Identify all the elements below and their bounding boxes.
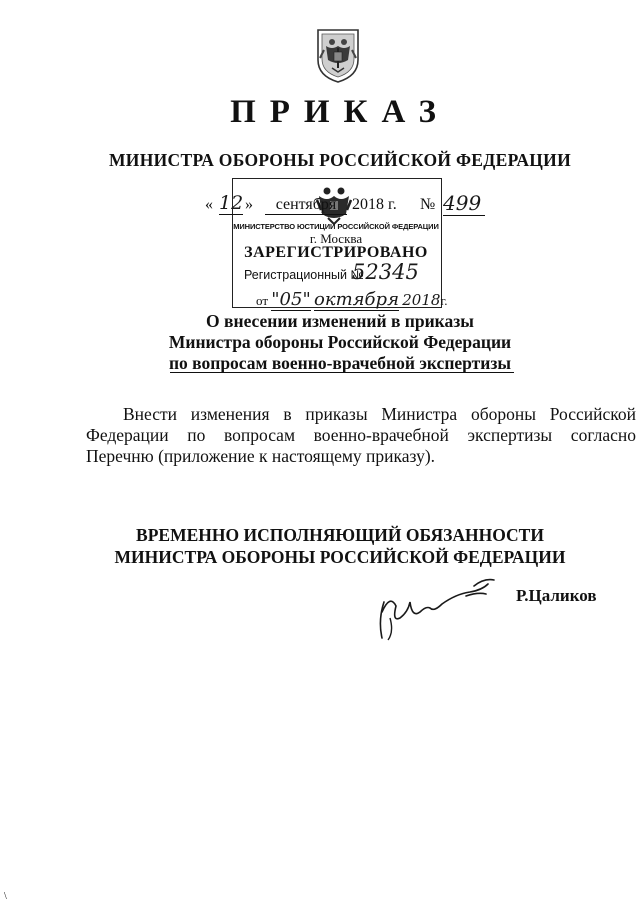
stamp-city: г. Москва xyxy=(309,231,363,246)
stamp-regnum-label: Регистрационный № xyxy=(244,268,364,282)
order-subject xyxy=(0,311,640,374)
order-year: 2018 г. xyxy=(352,196,397,213)
signer-name: Р.Цаликов xyxy=(516,586,597,605)
page-corner-mark: \ xyxy=(4,891,7,902)
stamp-from-day: 05 xyxy=(279,289,303,310)
document-title: ПРИКАЗ xyxy=(230,94,450,130)
stamp-regnum-value: 52345 xyxy=(352,260,419,284)
order-date-number xyxy=(205,191,505,218)
handwritten-signature xyxy=(370,572,510,644)
coat-of-arms-icon xyxy=(314,26,362,84)
stamp-from-month: октября xyxy=(313,289,399,310)
subject-line-1: О внесении изменений в приказы xyxy=(206,311,474,331)
stamp-from-year-suffix: г. xyxy=(440,293,448,308)
subject-underline xyxy=(170,372,514,373)
signer-title-line-2: МИНИСТРА ОБОРОНЫ РОССИЙСКОЙ ФЕДЕРАЦИИ xyxy=(114,547,566,567)
day-quote-open: « xyxy=(205,196,213,213)
number-sign: № xyxy=(420,196,436,213)
stamp-registration-date: от "05" октября 2018г. xyxy=(256,289,448,310)
order-month: сентября xyxy=(265,196,347,215)
stamp-status: ЗАРЕГИСТРИРОВАНО xyxy=(244,244,428,261)
subject-line-3: по вопросам военно-врачебной экспертизы xyxy=(168,353,512,373)
day-quote-close: » xyxy=(245,196,253,213)
signer-title xyxy=(0,524,640,568)
issuer-line: МИНИСТРА ОБОРОНЫ РОССИЙСКОЙ ФЕДЕРАЦИИ xyxy=(108,150,571,170)
subject-line-2: Министра обороны Российской Федерации xyxy=(168,332,512,352)
stamp-from-year: 2018 xyxy=(402,291,441,309)
order-day: 12 xyxy=(219,192,244,214)
order-number: 499 xyxy=(443,191,485,216)
order-body-text: Внести изменения в приказы Министра обороны Российской Федерации по вопросам военно-врачебной экспертизы согласно Перечню (приложение к настоящему приказу). xyxy=(86,404,636,466)
stamp-ministry-name: МИНИСТЕРСТВО ЮСТИЦИИ РОССИЙСКОЙ ФЕДЕРАЦИИ xyxy=(233,222,439,231)
signer-title-line-1: ВРЕМЕННО ИСПОЛНЯЮЩИЙ ОБЯЗАННОСТИ xyxy=(136,525,544,545)
stamp-from-prefix: от xyxy=(256,293,269,308)
